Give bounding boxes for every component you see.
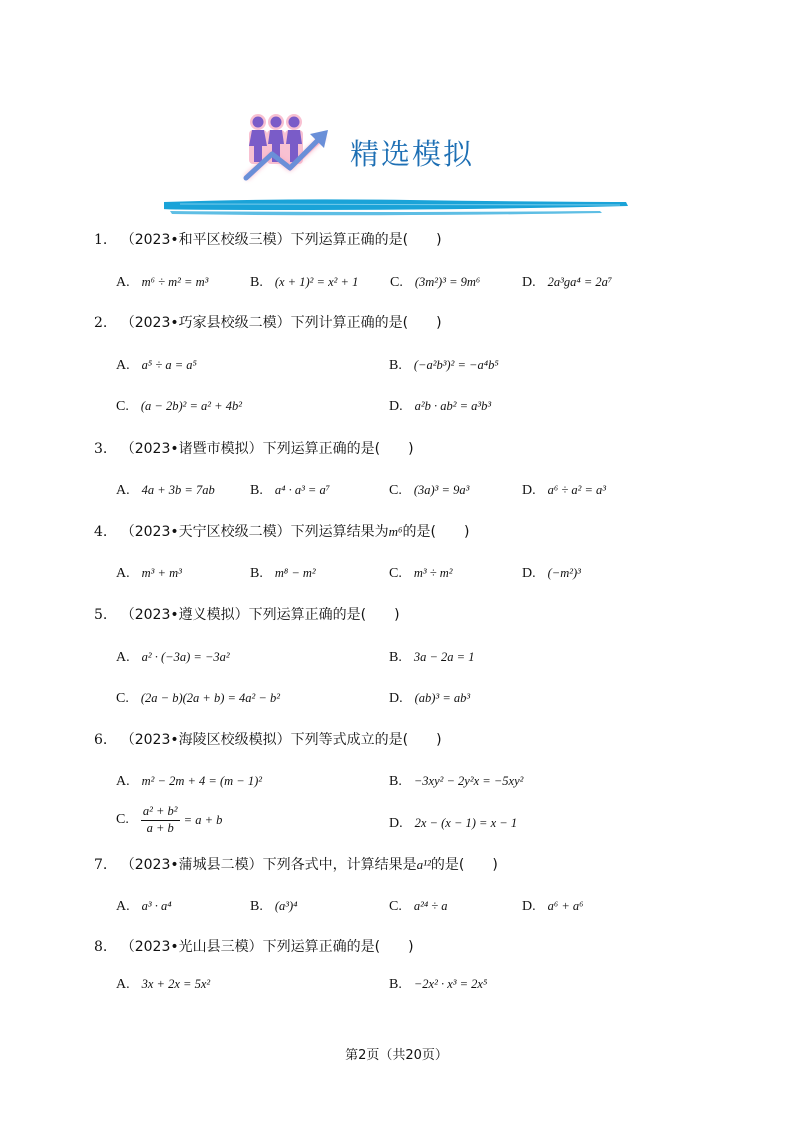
question-8 bbox=[94, 940, 414, 954]
option-c[interactable]: C. a²⁴ ÷ a bbox=[389, 899, 448, 914]
question-4 bbox=[94, 525, 469, 539]
option-a[interactable]: A. m³ + m³ bbox=[116, 566, 182, 581]
question-7 bbox=[94, 858, 498, 872]
option-b[interactable]: B. (x + 1)² = x² + 1 bbox=[250, 275, 359, 290]
section-title: 精选模拟 bbox=[350, 137, 475, 171]
option-a[interactable]: A. a³ · a⁴ bbox=[116, 899, 172, 914]
option-d[interactable]: D. 2x − (x − 1) = x − 1 bbox=[389, 816, 518, 831]
question-text: （2023•光山县三模）下列运算正确的是( ) bbox=[120, 939, 414, 955]
option-a[interactable]: A. 3x + 2x = 5x² bbox=[116, 977, 211, 992]
people-growth-logo-icon bbox=[240, 108, 336, 190]
question-1 bbox=[94, 233, 442, 247]
question-text: （2023•诸暨市模拟）下列运算正确的是( ) bbox=[120, 441, 414, 457]
option-d[interactable]: D. (ab)³ = ab³ bbox=[389, 691, 471, 706]
option-a[interactable]: A. m² − 2m + 4 = (m − 1)² bbox=[116, 774, 263, 789]
option-b[interactable]: B. −2x² · x³ = 2x⁵ bbox=[389, 977, 488, 992]
question-text: （2023•巧家县校级二模）下列计算正确的是( ) bbox=[120, 315, 442, 331]
option-c[interactable]: C. (a − 2b)² = a² + 4b² bbox=[116, 399, 242, 414]
question-number: 4. bbox=[94, 524, 108, 540]
option-a[interactable]: A. a⁵ ÷ a = a⁵ bbox=[116, 358, 197, 373]
option-d[interactable]: D. a²b · ab² = a³b³ bbox=[389, 399, 492, 414]
title-underline-brush bbox=[160, 196, 630, 218]
option-d[interactable]: D. a⁶ + a⁶ bbox=[522, 899, 584, 914]
question-number: 1. bbox=[94, 232, 108, 248]
option-d[interactable]: D. a⁶ ÷ a² = a³ bbox=[522, 483, 607, 498]
option-d[interactable]: D. (−m²)³ bbox=[522, 566, 581, 581]
page-footer: 第2页（共20页） bbox=[345, 1048, 448, 1063]
option-b[interactable]: B. a⁴ · a³ = a⁷ bbox=[250, 483, 331, 498]
option-c[interactable]: C. (2a − b)(2a + b) = 4a² − b² bbox=[116, 691, 280, 706]
question-number: 5. bbox=[94, 607, 108, 623]
question-number: 3. bbox=[94, 441, 108, 457]
question-number: 6. bbox=[94, 732, 108, 748]
question-text: （2023•遵义模拟）下列运算正确的是( ) bbox=[120, 607, 400, 623]
question-text: （2023•天宁区校级二模）下列运算结果为m⁶的是( ) bbox=[120, 524, 470, 540]
question-2 bbox=[94, 316, 442, 330]
question-number: 8. bbox=[94, 939, 108, 955]
option-c[interactable]: C. $\frac{\text{a² + b²}}{a + b}$ = a + b bbox=[116, 804, 223, 835]
option-a[interactable]: A. 4a + 3b = 7ab bbox=[116, 483, 215, 498]
option-c[interactable]: C. (3a)³ = 9a³ bbox=[389, 483, 470, 498]
question-text: （2023•和平区校级三模）下列运算正确的是( ) bbox=[120, 232, 442, 248]
option-b[interactable]: B. m⁸ − m² bbox=[250, 566, 316, 581]
option-b[interactable]: B. (−a²b³)² = −a⁴b⁵ bbox=[389, 358, 499, 373]
question-text: （2023•蒲城县二模）下列各式中，计算结果是a¹²的是( ) bbox=[120, 857, 498, 873]
option-a[interactable]: A. a² · (−3a) = −3a² bbox=[116, 650, 230, 665]
option-b[interactable]: B. 3a − 2a = 1 bbox=[389, 650, 475, 665]
fraction: $\frac{\text{a² + b²}}{a + b}$ bbox=[142, 804, 178, 835]
option-a[interactable]: A. m⁶ ÷ m² = m³ bbox=[116, 275, 209, 290]
option-b[interactable]: B. −3xy² − 2y²x = −5xy² bbox=[389, 774, 524, 789]
question-5 bbox=[94, 608, 400, 622]
question-number: 7. bbox=[94, 857, 108, 873]
option-d[interactable]: D. 2a³ga⁴ = 2a⁷ bbox=[522, 275, 613, 290]
question-text: （2023•海陵区校级模拟）下列等式成立的是( ) bbox=[120, 732, 442, 748]
option-c[interactable]: C. m³ ÷ m² bbox=[389, 566, 453, 581]
question-6 bbox=[94, 733, 442, 747]
option-b[interactable]: B. (a³)⁴ bbox=[250, 899, 298, 914]
question-3 bbox=[94, 442, 414, 456]
question-number: 2. bbox=[94, 315, 108, 331]
option-c[interactable]: C. (3m²)³ = 9m⁶ bbox=[390, 275, 481, 290]
